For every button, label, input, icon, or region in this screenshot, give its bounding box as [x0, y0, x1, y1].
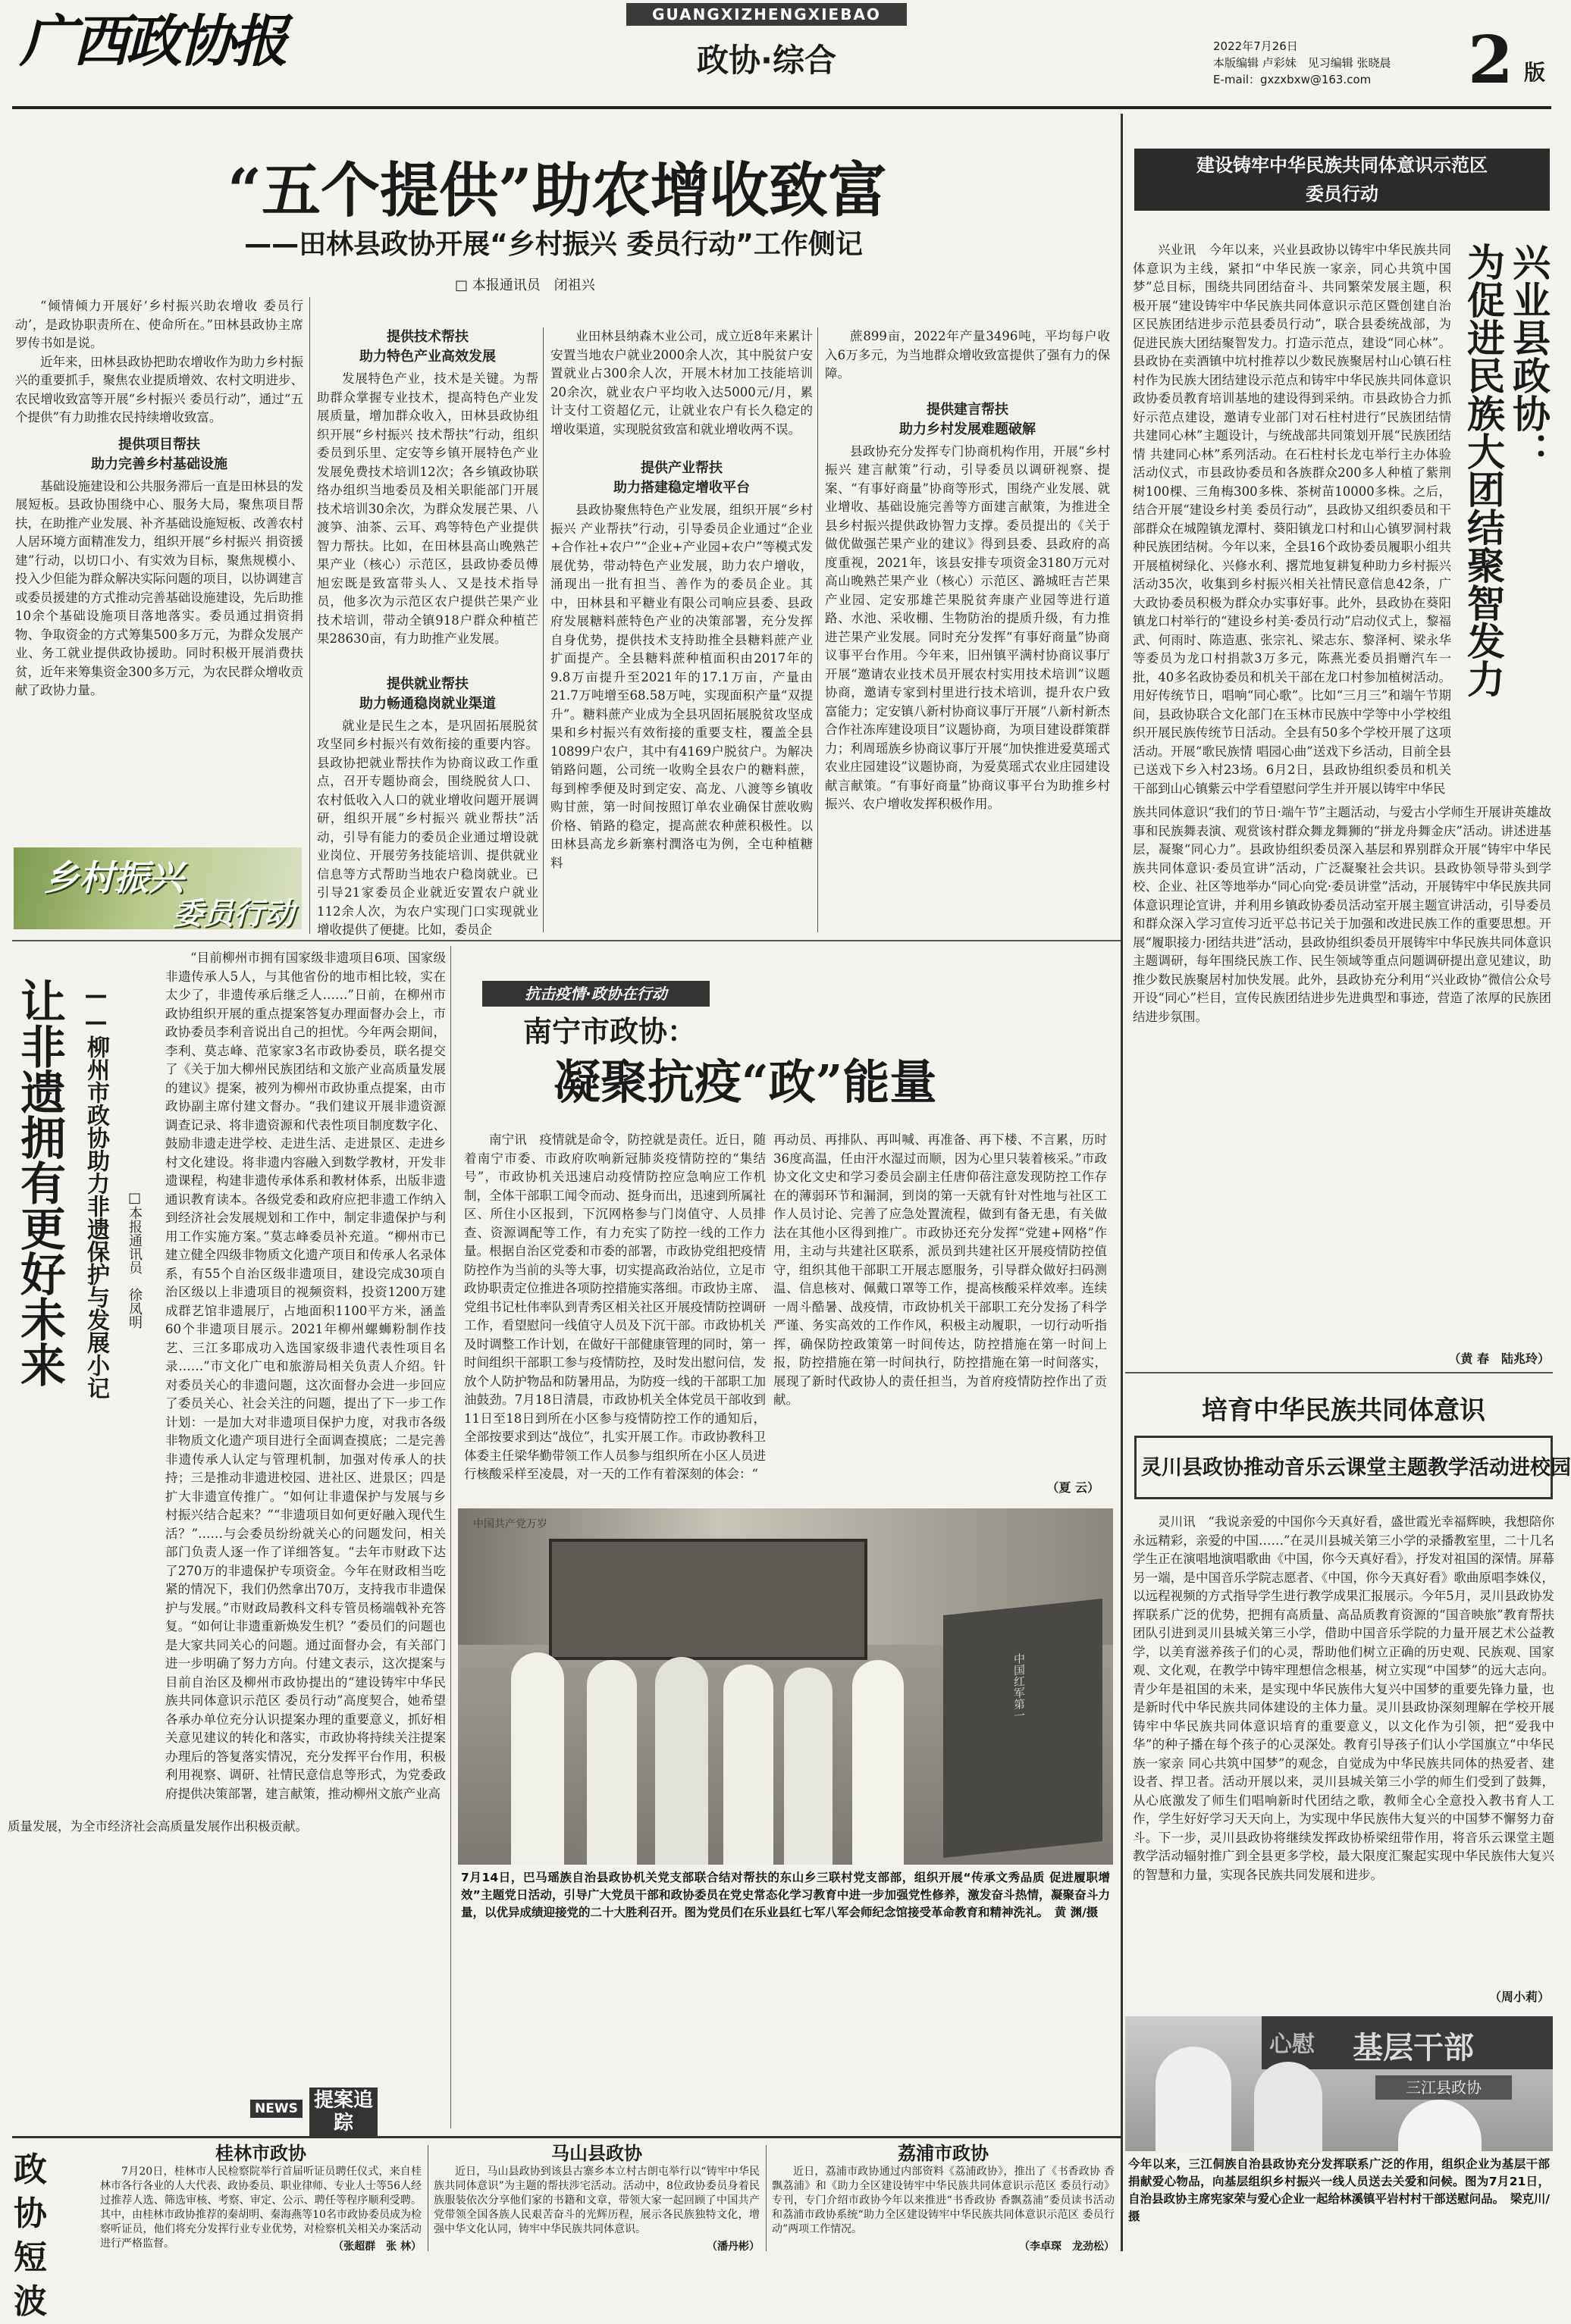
lead-paragraph: 基础设施建设和公共服务滞后一直是田林县的发展短板。县政协围绕中心、服务大局，聚焦项目帮扶，在助推产业发展、补齐基础设施短板、改善农村人居环境方面精准发力，组织开展“乡村振兴 捐资援建”行动，以切口小、有实效为目标，聚焦规模小、投入少但能为群众解决实际问题的项目，以协调建言或委员援建的方式推动完善基础设施建设，先后助推10余个基础设施项目落地落实。委员通过捐资捐物、争取资金的方式筹集500多万元，为群众发展产业、务工就业提供政协援助。同时积极开展消费扶贫，近年来筹集资金300多万元，为农民群众增收贡献了政协力量。	[15, 478, 303, 697]
shortwave-author: （张超群 张 林）	[333, 2241, 422, 2253]
badge-text-1: 乡村振兴	[44, 857, 183, 898]
sash-banner	[1375, 2075, 1512, 2100]
shortwave-label: 政协短波	[14, 2150, 47, 2321]
nanning-title-small: 南宁市政协：	[523, 1015, 697, 1048]
news-tag-title: 提案追踪	[309, 2088, 378, 2136]
feiyi-body-bottom	[8, 1818, 440, 2128]
shortwave-title: 马山县政协	[551, 2143, 642, 2164]
issue-date: 2022年7月26日	[1213, 39, 1298, 53]
sash-banner-text: 三江县政协	[1406, 2078, 1482, 2097]
lead-subheading: 提供建言帮扶 助力乡村发展难题破解	[899, 401, 1036, 437]
feiyi-title: 让非遗拥有更好未来	[13, 978, 66, 1387]
feiyi-body-top	[165, 949, 446, 1813]
feiyi-paragraph: “目前柳州市拥有国家级非遗项目6项、国家级非遗传承人5人，与其他省份的地市相比较，实在太少了，非遗传承后继乏人……”日前，在柳州市政协组织开展的重点提案答复办理面督办会上，市政协委员李利音说出自己的担忧。今年两会期间，李利、莫志峰、范家家3名市政协委员，联名提交了《关于加大柳州民族团结和文旅产业高质量发展的建议》提案，被列为柳州市政协重点提案，由市政协副主席付建文督办。“我们建议开展非遗资源调查记录、将非遗资源和代表性项目制度数字化、鼓励非遗走进学校、走进生活、走进景区、走进乡村文化建设。将非遗内容融入到数学教材，开发非遗课程，构建非遗传承体系和教材体系，出版非遗通识教育读本。各级党委和政府应把非遗工作纳入到经济社会发展规划和工作中，制定非遗保护与利用工作实施方案。”莫志峰委员补充道。“柳州市已建立健全四级非物质文化遗产项目和传承人名录体系，有55个自治区级非遗项目，建设完成30项自治区级以上非遗项目的视频资料，投资1200万建成群艺馆非遗展厅，占地面积1100平方米，涵盖60个非遗项目展示。2021年柳州螺蛳粉制作技艺、三江多耶成功入选国家级非遗代表性项目名录……”市文化广电和旅游局相关负责人介绍。针对委员关心的非遗问题，这次面督办会进一步回应了委员关心、社会关注的问题，提出了下一步工作计划：一是加大对非遗项目保护力度，对我市各级非物质文化遗产项目进行全面调查摸底；二是完善非遗传承人认定与管理机制，加强对传承人的扶持；三是推动非遗进校园、进社区、进景区；四是扩大非遗宣传推广。“如何让非遗保护与发展与乡村振兴结合起来？”“非遗项目如何更好融入现代生活？”……与会委员纷纷就关心的问题发问，相关部门负责人逐一作了详细答复。“去年市财政下达了270万的非遗保护专项资金。今年在财政相当吃紧的情况下，我们仍然拿出70万，支持我市非遗保护与发展。”市财政局教科文科专管员杨端戟补充答复。“如何让非遗重新焕发生机？”委员们的问题也是大家共同关心的问题。通过面督办会，有关部门进一步明确了努力方向。付建文表示，这次提案与目前自治区及柳州市政协提出的“建设铸牢中华民族共同体意识示范区 委员行动”高度契合，她希望各承办单位充分认识提案办理的重要意义，抓好相关意见建议的转化和落实，市政协将持续关注提案办理后的答复落实情况，充分发挥平台作用，积极利用视察、调研、社情民意信息等形式，为党委政府提供决策部署，建言献策，推动柳州文旅产业高	[165, 951, 446, 1801]
nanning-paragraph: 南宁讯 疫情就是命令，防控就是责任。近日，随着南宁市委、市政府吹响新冠肺炎疫情防控的“集结号”，市政协机关迅速启动疫情防控应急响应工作机制，全体干部职工闻令而动、挺身而出，迅速到所属社区、所住小区报到，下沉网格参与门岗值守、人员排查、资源调配等工作，有力充实了防控一线的工作力量。根据自治区党委和市委的部署，市政协党组把疫情防控作为当前的头等大事，切实提高政治站位，立足市政协职责定位推进各项防控措施实落细。市政协主席、党组书记杜伟率队到青秀区相关社区开展疫情防控调研工作，看望慰问一线值守人员及下沉干部。市政协机关及时调整工作计划，在做好干部健康管理的同时，第一时间组织干部职工参与疫情防控，及时发出慰问信，发放个人防护物品和防暑用品，为防疫一线的干部职工加油鼓劲。7月18日清晨，市政协机关全体党员干部收到11日至18日到所在小区参与疫情防控工作的通知后，全部按要求到达“战位”，扎实开展工作。市政协教科卫体委主任梁华勤带领工作人员参与组织所在小区人员进行核酸采样至凌晨，对一天的工作有着深刻的体会：“	[464, 1132, 766, 1481]
shortwave-item-lipu	[772, 2142, 1115, 2256]
nanning-author: （夏 云）	[1046, 1480, 1099, 1495]
shortwave-item-guilin	[100, 2142, 422, 2256]
rightbox-paragraph: 兴业讯 今年以来，兴业县政协以铸牢中华民族共同体意识为主线，紧扣“中华民族一家亲，同心共筑中国梦”总目标，围绕共同团结奋斗、共同繁荣发展主题，积极开展“建设铸牢中华民族共同体意识示范区暨创建自治区民族团结进步示范县委员行动”，联合县委统战部，为促进民族大团结聚智发力。打造示范点，建设“同心林”。县政协在卖酒镇中坑村推荐以少数民族聚居村山心镇石柱村作为民族大团结建设示范点和铸牢中华民族共同体意识政协委员教育培训基地的建设得到采纳。市县政协合力抓好示范点建设，邀请专业部门对石柱村进行“民族团结情 共建同心林”主题设计，与统战部共同策划开展“民族团结情 共建同心林”系列活动。在石柱村长龙屯举行主办体验活动仪式，市县政协委员和各族群众200多人种植了紫荆树100棵、三角梅300多株、茶树苗10000多株。之后，结合开展“建设乡村美 委员行动”，县政协又组织委员和干部群众在城隍镇龙潭村、葵阳镇龙口村和山心镇罗洞村栽种民族团结树。今年以来，全县16个政协委员履职小组共开展植树绿化、兴修水利、撂荒地复耕复种助力乡村振兴活动35次，收集到乡村振兴相关社情民意信息42条，广大政协委员积极为群众办实事好事。此外，县政协在葵阳镇龙口村举行的“建设乡村美·委员行动”启动仪式上，黎福武、何雨时、陈造惠、张宗礼、梁志东、黎泽柯、梁永华等委员为龙口村捐款3万多元，陈燕光委员捐赠汽车一批，40多名政协委员和机关干部在龙口村参加植树活动。用好传统节日，唱响“同心歌”。比如“三月三”和端午节期间，县政协联合文化部门在玉林市民族中学等中小学校组织开展民族传统节日活动。全县有50多个学校开展了这项活动。开展“歌民族情 唱园心曲”送戏下乡活动，目前全县已送戏下乡入村23场。6月2日，县政协组织委员和机关干部到山心镇紫云中学看望慰问学生并开展以铸牢中华民	[1133, 243, 1451, 796]
shortwave-title: 桂林市政协	[215, 2143, 306, 2164]
rightbox-banner: 建设铸牢中华民族共同体意识示范区 委员行动	[1134, 149, 1550, 211]
rightbox-body-continued	[1133, 803, 1551, 1349]
nanning-paragraph: 再动员、再排队、再叫喊、再准备、再下楼、不言累，历时36度高温，任由汗水湿过而顺，因为心里只装着核采。”市政协文化文史和学习委员会副主任唐仰蓓注意发现防控工作存在的薄弱环节和漏洞，到岗的第一天就有针对性地与社区工作人员讨论、完善了应急处置流程，做到有备无患，有关做法在其他小区得到推广。市政协还充分发挥“党建+网格”作用，主动与共建社区联系，派员到共建社区开展疫情防控值守，组织其他干部职工开展志愿服务，引导群众做好扫码测温、信息核对、佩戴口罩等工作，提高核酸采样效率。连续一周斗酷暑、战疫情，市政协机关干部职工充分发扬了科学严谨、务实高效的工作作风，积极主动履职，一切行动听指挥，确保防控政策第一时间传达，防控措施在第一时间上报，防控措施在第一时间执行，防控措施在第一时间落实，展现了新时代政协人的责任担当，为首府疫情防控作出了贡献。	[773, 1132, 1107, 1407]
lingchuan-author: （周小莉）	[1488, 1990, 1550, 2004]
lead-column-1	[15, 297, 303, 843]
pinyin-text: GUANGXIZHENGXIEBAO	[652, 5, 881, 23]
sign-text-2: 心慰	[1269, 2031, 1315, 2058]
news-tag	[250, 2086, 440, 2135]
masthead-rule	[12, 106, 1551, 109]
issue-info	[1213, 38, 1391, 88]
lead-paragraph: 蔗899亩，2022年产量3496吨，平均每户收入6万多元，为当地群众增收致富提供了强有力的保障。	[825, 329, 1110, 381]
feiyi-byline: □本报通讯员 徐凤明	[127, 1190, 143, 1329]
rightbox-author: （黄 春 陆兆玲）	[1448, 1351, 1550, 1366]
nanning-title: 凝聚抗疫“政”能量	[553, 1054, 937, 1110]
lead-byline: □ 本报通讯员 闭祖兴	[455, 277, 595, 293]
party-day-photo	[458, 1508, 1113, 1865]
column-divider	[309, 297, 310, 934]
section-divider	[12, 940, 1121, 941]
lead-paragraph: 就业是民生之本，是巩固拓展脱贫攻坚同乡村振兴有效衔接的重要内容。县政协把就业帮扶作为协商议政工作重点，召开专题协商会，围绕脱贫人口、农村低收入人口的就业增收问题开展调研，组织开展“乡村振兴 就业帮扶”活动，引导有能力的委员企业通过增设就业岗位、开展劳务技能培训、提供就业信息等方式帮助当地农户稳岗就业。已引导21家委员企业就近安置农户就业112余人次，为农户实现门口实现就业增收提供了便捷。比如，委员企	[317, 718, 538, 937]
person	[723, 1665, 773, 1865]
page-number: 2	[1468, 22, 1513, 99]
lead-subheading: 提供产业帮扶 助力搭建稳定增收平台	[613, 460, 750, 496]
rightbox-body	[1133, 241, 1451, 802]
lead-subtitle: ——田林县政协开展“乡村振兴 委员行动”工作侧记	[244, 229, 863, 260]
person	[1398, 2100, 1482, 2153]
shortwave-author: （李卓琛 龙劲松）	[1019, 2241, 1115, 2253]
rightbox-title: 兴业县政协： 为促进民族大团结聚智发力	[1461, 243, 1551, 697]
party-flag	[943, 1599, 1102, 1858]
shortwave-body: 近日，马山县政协到该县古寨乡本立村古朗屯举行以“铸牢中华民族共同体意识”为主题的帮扶涉宅活动。活动中，8位政协委员身着民族服装依次分享他们家的书籍和文章，带领大家一起回顾了中国共产党带领全国各族人民艰苦奋斗的光辉历程，展示各民族独特文化，增强中华文化认同，铸牢中华民族共同体意识。	[434, 2166, 760, 2235]
party-day-caption: 7月14日，巴马瑶族自治县政协机关党支部联合结对帮扶的东山乡三联村党支部部，组织开展“传承文秀品质 促进履职增效”主题党日活动，引导广大党员干部和政协委员在党史常态化学习教育中进一步加强党性修养，激发奋斗热情，凝聚奋斗力量，以优异成绩迎接党的二十大胜利召开。图为党员们在乐业县红七军八军会师纪念馆接受革命教育和精神洗礼。 黄 渊/摄	[461, 1871, 1110, 1919]
section-divider	[12, 2136, 1121, 2138]
column-divider	[543, 327, 544, 932]
lead-paragraph: 县政协聚焦特色产业发展，组织开展“乡村振兴 产业帮扶”行动，引导委员企业通过“企业+合作社+农户”“企业+产业园+农户”等模式发展优势，带动特色产业发展，助力农户增收，涌现出一批有担当、善作为的委员企业。其中，田林县和平糖业有限公司响应县委、县政府发展糖料蔗特色产业的决策部署，充分发挥自身优势，提供技术支持助推全县糖料蔗产业扩面提产。全县糖料蔗种植面积由2017年的9.8万亩提升至2021年的17.1万亩，产量由21.7万吨增至68.58万吨，实现面积产量“双提升”。糖料蔗产业成为全县巩固拓展脱贫攻坚成果和乡村振兴有效衔接的重要支柱，覆盖全县10899户农户，其中有4169户脱贫户。为解决销路问题，公司统一收购全县农户的糖料蔗，每到榨季便及时到定安、高龙、八渡等乡镇收购甘蔗，第一时间按照订单农业确保甘蔗收购价格、销路的稳定，提高蔗农种蔗积极性。以田林县高龙乡新寨村潤洛屯为例，全屯种植糖料	[550, 503, 813, 870]
lead-paragraph: “倾情倾力开展好‘乡村振兴助农增收 委员行动’，是政协职责所在、使命所在。”田林县政协主席罗传书如是说。	[15, 299, 303, 350]
badge-text-2: 委员行动	[173, 897, 294, 932]
page-divider	[1121, 114, 1123, 2251]
exhibit-panel	[549, 1539, 867, 1660]
nanning-tag	[482, 981, 710, 1007]
nanning-tag-text: 抗击疫情·政协在行动	[525, 985, 667, 1003]
person	[511, 1652, 564, 1865]
sanjiang-caption: 今年以来，三江侗族自治县政协充分发挥联系广泛的作用，组织企业为基层干部捐献爱心物品，向基层组织乡村振兴一线人员送去关爱和问候。图为7月21日，自治县政协主席宪家荣与爱心企业一起给林溪镇平岩村村干部送慰问品。 梁克川/摄	[1128, 2157, 1550, 2223]
lead-column-3	[550, 327, 813, 932]
person	[784, 1668, 833, 1865]
lead-subheading: 提供就业帮扶 助力畅通稳岗就业渠道	[359, 675, 496, 712]
lead-paragraph: 近年来，田林县政协把助农增收作为助力乡村振兴的重要抓手，聚焦农业提质增效、农村文明进步、农民增收致富等开展“乡村振兴 委员行动”，通过“五个提供”有力助推农民持续增收致富。	[15, 354, 303, 424]
lingchuan-kicker: 培育中华民族共同体意识	[1202, 1395, 1485, 1426]
person	[655, 1657, 708, 1865]
issue-email: E-mail：gxzxbxw@163.com	[1213, 73, 1372, 86]
lingchuan-title-box	[1134, 1436, 1571, 1499]
shortwave-item-mashan	[434, 2142, 760, 2256]
lead-paragraph: 发展特色产业，技术是关键。为帮助群众掌握专业技术，提高特色产业发展质量，增加群众收入，田林县政协组织开展“乡村振兴 技术帮扶”行动，组织委员到乐里、定安等乡镇开展特色产业发展免费技术培训12次；各乡镇政协联络办组织当地委员及相关职能部门开展技术培训30余次，为群众发展芒果、八渡笋、油茶、云耳、鸡等特色产业提供智力帮扶。比如，在田林县高山晚熟芒果产业（核心）示范区，县政协委员傅旭宏既是致富带头人、又是技术指导员，他多次为示范区农户提供芒果产业技术培训，带动全镇918户群众种植芒果28630亩，有力助推产业发展。	[317, 371, 538, 646]
person	[1156, 2047, 1231, 2153]
person	[852, 1660, 904, 1865]
shortwave-body: 7月20日，桂林市人民检察院举行首届听证员聘任仪式，来自桂林市各行各业的人大代表、政协委员、职业律师、专业人士等56人经过推荐人选、筛选审核、考察、审定、公示、聘任等程序顺利受聘。其中，由桂林市政协推荐的秦胡明、秦海燕等10名市政协委员成为检察听证员，他们将充分发挥行业专业优势，对检察机关相关办案活动进行严格监督。	[100, 2166, 422, 2250]
lingchuan-paragraph: 灵川讯 “我说亲爱的中国你今天真好看，盛世霞光幸福辉映，我想陪你永远精彩，亲爱的中国……”在灵川县城关第三小学的录播教室里，二十几名学生正在演唱地演唱歌曲《中国，你今天真好看》，抒发对祖国的深情。屏幕另一端，是中国音乐学院志愿者、《中国，你今天真好看》歌曲原唱李姝仪，以远程视频的方式指导学生进行教学成果汇报展示。今年5月，灵川县政协发挥联系广泛的优势，把拥有高质量、高品质教育资源的“国音映旅”教育帮扶团队引进到灵川县城关第三小学，借助中国音乐学院的力量开展艺术公益教学，以美育滋养孩子们的心灵，帮助他们树立正确的历史观、民族观、国家观、文化观，在教学中铸牢理想信念根基，树立实现“中国梦”的远大志向。青少年是祖国的未来，是实现中华民族伟大复兴中国梦的重要先锋力量，也是新时代中华民族共同体建设的主体力量。灵川县政协深刻理解在学校开展铸牢中华民族共同体意识培育的重要意义，以文化作为引领，把“爱我中华”的种子播在每个孩子的心灵深处。教育引导孩子们认小学国旗立“中华民族一家亲 同心共筑中国梦”的观念，自觉成为中华民族共同体的热爱者、建设者、捍卫者。活动开展以来，灵川县城关第三小学的师生们受到了鼓舞，从心底激发了师生们唱响新时代团结之歌，教师全心全意投入教书育人工作，学生好好学习天天向上，为实现中华民族伟大复兴的中国梦不懈努力奋斗。下一步，灵川县政协将继续发挥政协桥梁纽带作用，将音乐云课堂主题教学活动辐射推广到全县更多学校，最大限度汇聚起实现中华民族伟大复兴的智慧和力量，实现各民族共同发展和进步。	[1133, 1514, 1554, 1882]
feiyi-paragraph: 质量发展，为全市经济社会高质量发展作出积极贡献。	[8, 1819, 308, 1834]
nanning-body-col2	[773, 1131, 1107, 1495]
column-divider	[450, 946, 451, 2128]
shortwave-author: （潘丹彬）	[707, 2241, 760, 2253]
lead-column-2	[317, 327, 538, 937]
nanning-body-col1	[464, 1131, 766, 1495]
lead-column-4	[825, 327, 1110, 932]
lead-title: “五个提供”助农增收致富	[227, 156, 887, 225]
news-tag-label: NEWS	[250, 2100, 303, 2118]
sign-text-1: 基层干部	[1353, 2031, 1474, 2066]
issue-editors: 本版编辑 卢彩妹 见习编辑 张晓晨	[1213, 56, 1391, 70]
lingchuan-body	[1133, 1513, 1554, 2006]
rightbox-paragraph: 族共同体意识“我们的节日·端午节”主题活动，与爱古小学师生开展讲英雄故事和民族舞表演、观赏该村群众舞龙舞狮的“拼龙舟舞金庆”活动。讲述进基层，凝聚“同心力”。县政协组织委员深入基层和界别群众开展“铸牢中华民族共同体意识·委员宣讲”活动，广泛凝聚社会共识。县政协领导带头到学校、企业、社区等地举办“同心向党·委员讲堂”活动，开展铸牢中华民族共同体意识理论宣讲，并利用乡镇政协委员活动室开展主题宣讲活动，引导委员和群众深入学习宣传习近平总书记关于加强和改进民族工作的重要思想。开展“履职接力·团结共进”活动，县政协组织委员开展铸牢中华民族共同体意识主题调研，每年围绕民族工作、民生领域等重点问题调研提出意见建议，助推少数民族聚居村加快发展。此外，县政协充分利用“兴业政协”微信公众号开设“同心”栏目，宣传民族团结进步先进典型和事迹，营造了浓厚的民族团结进步氛围。	[1133, 805, 1551, 1024]
flag-slogan: 中国共产党万岁	[473, 1518, 547, 1530]
lead-paragraph: 业田林县纳森木业公司，成立近8年来累计安置当地农户就业2000余人次，其中脱贫户安置就业占300余人次，开展木材加工技能培训20余次，就业农户平均收入达5000元/月，累计支付工资超亿元，让就业农户有长久稳定的增收渠道，实现脱贫致富和就业增收两不误。	[550, 329, 813, 437]
shortwave-title: 荔浦市政协	[898, 2143, 989, 2164]
person	[587, 1660, 637, 1865]
pinyin-banner	[626, 3, 907, 26]
newspaper-logo: 广西政协报	[20, 9, 285, 74]
column-divider	[817, 327, 818, 932]
lingchuan-title: 灵川县政协推动音乐云课堂主题教学活动进校园	[1141, 1456, 1571, 1480]
lead-subheading: 提供项目帮扶 助力完善乡村基础设施	[91, 436, 227, 472]
section-title: 政协·综合	[697, 42, 836, 79]
lead-paragraph: 县政协充分发挥专门协商机构作用，开展“乡村振兴 建言献策”行动，引导委员以调研视察、提案、“有事好商量”协商等形式，围绕产业发展、就业增收、基础设施完善等方面建言献策，为推进全县乡村振兴提供政协智力支撑。委员提出的《关于做优做强芒果产业的建议》得到县委、县政府的高度重视，2021年，该县安排专项资金3180万元对高山晚熟芒果产业（核心）示范区、潞城旺吉芒果产业园、定安那雄芒果脱贫奔康产业园等进行道路、水池、采收棚、生物防治的提质升级，有力推进芒果产业发展。同时充分发挥“有事好商量”协商议事平台作用。今年来，旧州镇平满村协商议事厅开展“邀请农业技术员开展农村实用技术培训”议题协商，邀请专家到村里进行技术培训，提升农户致富能力；定安镇八新村协商议事厅开展“八新村新杰合作社冻库建设项目”议题协商，为项目建设群策群力；利周瑶族乡协商议事厅开展“加快推进爱莫瑶式农业庄园建设”议题协商，为爱莫瑶式农业庄园建设献言献策。“有事好商量”协商议事平台为助推乡村振兴、农户增收发挥积极作用。	[825, 443, 1110, 811]
sign-board	[1262, 2016, 1553, 2069]
person	[1254, 2062, 1322, 2153]
flag-text: 中国红军第一	[1012, 1652, 1026, 1722]
column-divider	[766, 2145, 767, 2251]
shortwave-body: 近日，荔浦市政协通过内部资料《荔浦政协》，推出了《书香政协 香飘荔浦》和《助力全区建设铸牢中华民族共同体意识示范区 委员行动》专刊，专门介绍市政协今年以来推进“书香政协 香飘荔浦”委员读书活动和荔浦市政协系统“助力全区建设铸牢中华民族共同体意识示范区 委员行动”两项工作情况。	[772, 2166, 1115, 2235]
sanjiang-photo	[1125, 2016, 1553, 2151]
page-number-unit: 版	[1524, 60, 1546, 85]
section-divider	[1125, 1372, 1553, 1373]
rural-revitalization-badge	[14, 847, 302, 932]
lead-subheading: 提供技术帮扶 助力特色产业高效发展	[359, 329, 496, 365]
feiyi-subtitle: ——柳州市政协助力非遗保护与发展小记	[83, 982, 109, 1399]
